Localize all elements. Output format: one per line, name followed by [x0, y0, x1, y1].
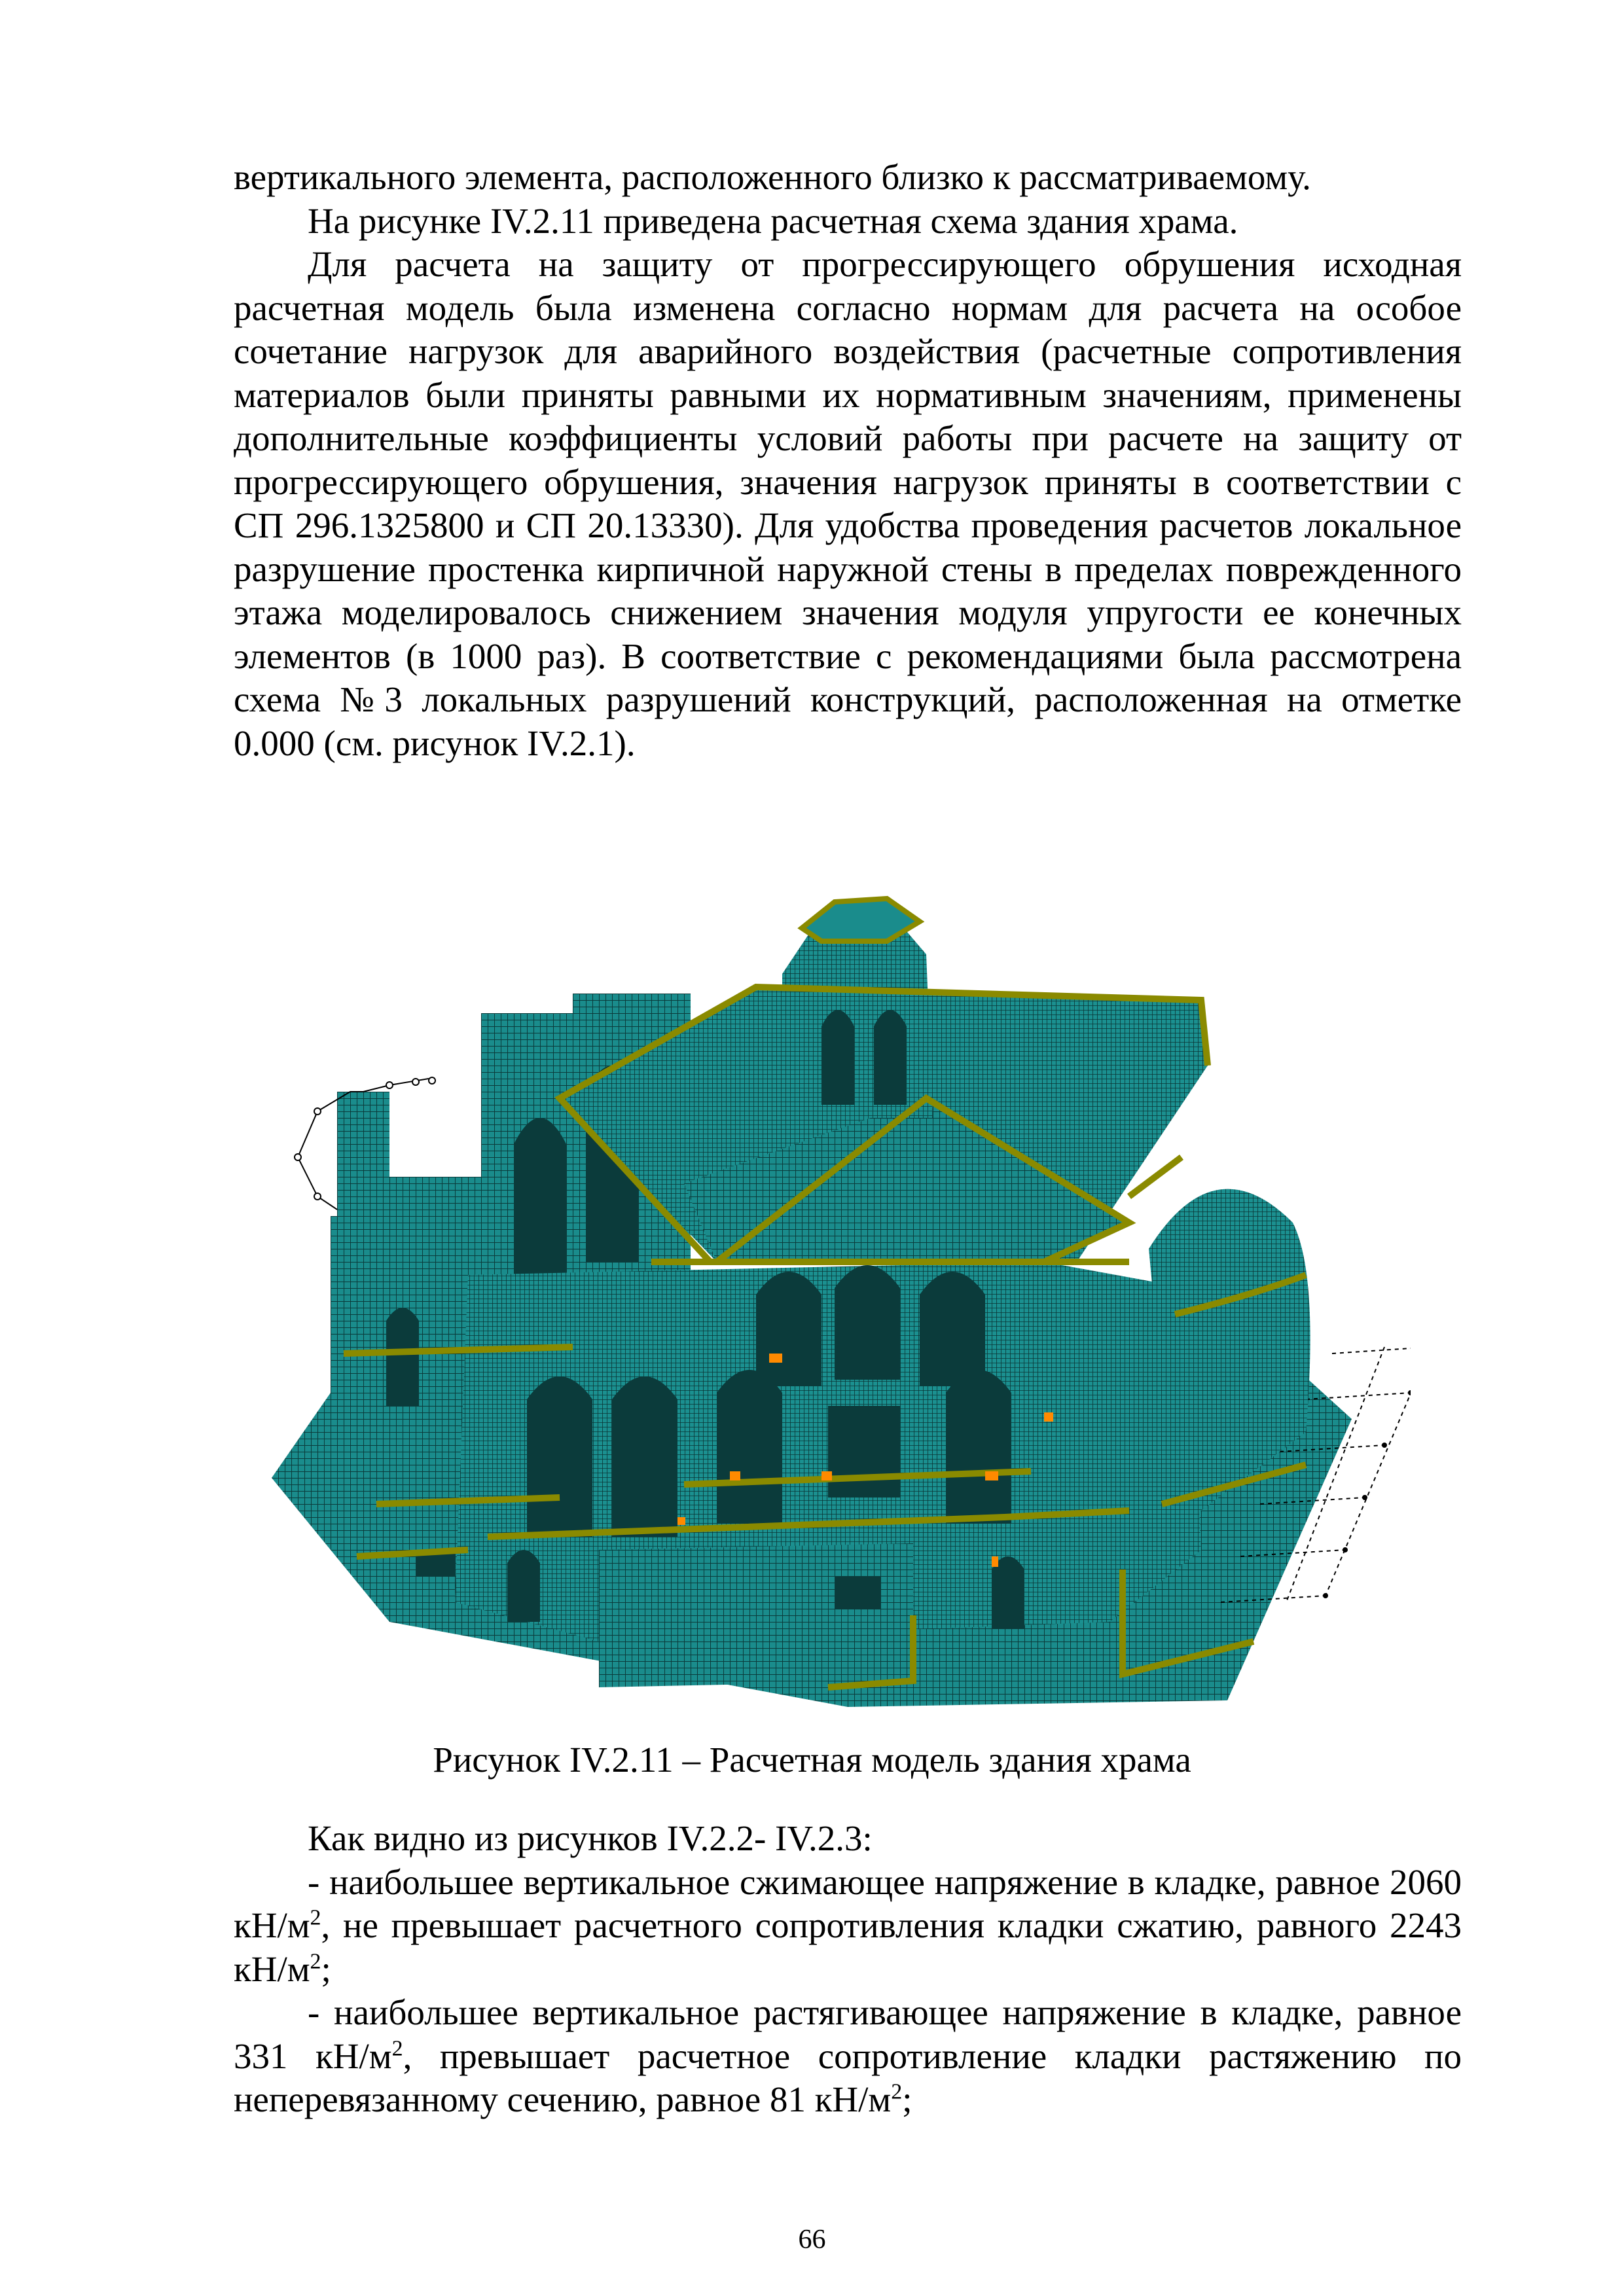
list-intro: Как видно из рисунков IV.2.2- IV.2.3: — [308, 1818, 873, 1858]
results-list — [234, 1817, 1462, 2122]
page-number: 66 — [798, 2225, 826, 2255]
paragraph-figure-reference: На рисунке IV.2.11 приведена расчетная схема здания храма. — [308, 200, 1238, 241]
list-item-tension: - наибольшее вертикальное растягивающее напряжение в кладке, равное 331 $кН/м^2$, превышает расчетное сопротивление кладки растяжению по неперевязанному сечению, равное 81 $кН/м^2$; — [234, 1992, 1462, 2119]
paragraph-continuation: вертикального элемента, расположенного близко к рассматриваемому. — [234, 157, 1311, 197]
figure-caption: Рисунок IV.2.11 – Расчетная модель здания храма — [433, 1740, 1191, 1780]
support-grid-nodes — [1323, 1344, 1411, 1598]
body-text-top — [234, 156, 1462, 765]
temple-fem-model-figure — [259, 895, 1411, 1710]
paragraph-calculation: Для расчета на защиту от прогрессирующего обрушения исходная расчетная модель была изменена согласно нормам для расчета на особое сочетание нагрузок для аварийного воздействия (расчетные сопротивления материалов были приняты равными их нормативным значениям, применены дополнительные коэффициенты условий работы при расчете на защиту от прогрессирующего обрушения, значения нагрузок приняты в соответствии с СП 296.1325800 и СП 20.13330). Для удобства проведения расчетов локальное разрушение простенка кирпичной наружной стены в пределах поврежденного этажа моделировалось снижением значения модуля упругости ее конечных элементов (в 1000 раз). В соответствие с рекомендациями была рассмотрена схема №3 локальных разрушений конструкций, расположенная на отметке 0.000 (см. рисунок IV.2.1). — [234, 244, 1462, 763]
list-item-compression: - наибольшее вертикальное сжимающее напряжение в кладке, равное 2060 $кН/м^2$, не превышает расчетного сопротивления кладки сжатию, равного 2243 $кН/м^2$; — [234, 1861, 1462, 1989]
central-drum-dome — [782, 899, 933, 1118]
